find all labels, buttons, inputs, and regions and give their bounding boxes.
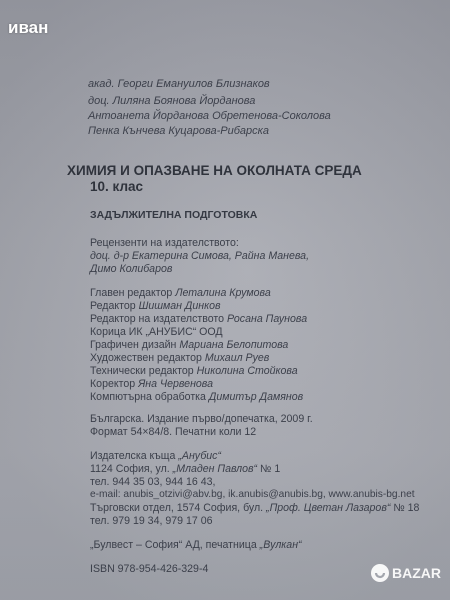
publisher-name-prefix: Издателска къща: [90, 450, 176, 462]
credit-role: Художествен редактор: [90, 352, 202, 364]
credit-row: [90, 391, 303, 403]
address-street: „Младен Павлов“: [172, 463, 258, 475]
credit-name: Росана Паунова: [226, 313, 308, 325]
author-1: акад. Георги Емануилов Близнаков: [88, 78, 270, 90]
bazar-logo: [370, 556, 446, 590]
credit-role: Редактор: [90, 300, 136, 312]
credit-name: Яна Червенова: [138, 378, 213, 390]
credit-name: Шишман Динков: [138, 300, 221, 312]
printer-name: „Вулкан“: [259, 539, 302, 551]
address-suffix: № 1: [260, 463, 281, 475]
isbn: ISBN 978-954-426-329-4: [90, 563, 209, 575]
credit-name: Михаил Руев: [204, 352, 270, 364]
author-4: Пенка Кънчева Куцарова-Рибарска: [88, 125, 269, 137]
publisher-name-value: „Анубис“: [178, 450, 221, 462]
printer-info: [90, 539, 302, 551]
credit-row: [90, 378, 213, 390]
credit-name: ИК „АНУБИС“ ООД: [128, 326, 223, 338]
credit-name: Николина Стойкова: [196, 365, 298, 377]
svg-text:BAZAR: BAZAR: [392, 565, 441, 581]
credit-row: [90, 287, 271, 299]
reviewers-label: Рецензенти на издателството:: [90, 237, 239, 249]
credit-name: Леталина Крумова: [175, 287, 271, 299]
credit-role: Технически редактор: [90, 365, 194, 377]
publisher-name: [90, 450, 221, 462]
author-2: доц. Лиляна Боянова Йорданова: [88, 95, 256, 107]
credit-role: Графичен дизайн: [90, 339, 177, 351]
grade-label: 10. клас: [90, 179, 144, 194]
author-3: Антоанета Йорданова Обретенова-Соколова: [88, 110, 331, 122]
credit-row: [90, 365, 298, 377]
publisher-email: e-mail: anubis_otzivi@abv.bg, ik.anubis@anubis.bg, www.anubis-bg.net: [90, 489, 415, 500]
sales-prefix: Търговски отдел, 1574 София, бул.: [90, 502, 264, 514]
edition-line-1: Българска. Издание първо/допечатка, 2009 г.: [90, 413, 313, 425]
credit-row: [90, 326, 223, 338]
edition-line-2: Формат 54×84/8. Печатни коли 12: [90, 426, 257, 438]
credit-role: Корица: [90, 326, 126, 338]
credit-name: Димитър Дамянов: [208, 391, 304, 403]
credit-name: Мариана Белопитова: [179, 339, 289, 351]
reviewers-line-2: Димо Колибаров: [90, 263, 173, 275]
book-title: ХИМИЯ И ОПАЗВАНЕ НА ОКОЛНАТА СРЕДА: [67, 163, 362, 178]
sales-street: „Проф. Цветан Лазаров“: [266, 502, 391, 514]
credit-row: [90, 339, 288, 351]
credit-row: [90, 313, 307, 325]
seller-watermark: иван: [8, 18, 49, 37]
printer-prefix: „Булвест – София“ АД, печатница: [90, 539, 257, 551]
reviewers-line-1: доц. д-р Екатерина Симова, Райна Манева,: [90, 250, 310, 262]
credit-row: [90, 352, 269, 364]
publisher-phone: тел. 944 35 03, 944 16 43,: [90, 476, 216, 488]
credit-row: [90, 300, 221, 312]
credit-role: Редактор на издателството: [90, 313, 225, 325]
credit-role: Главен редактор: [90, 287, 173, 299]
sales-suffix: № 18: [393, 502, 420, 514]
publisher-address: [90, 463, 280, 475]
address-prefix: 1124 София, ул.: [90, 463, 170, 475]
sales-phone: тел. 979 19 34, 979 17 06: [90, 515, 213, 527]
sales-address: [90, 502, 419, 514]
credit-role: Коректор: [90, 378, 136, 390]
credit-role: Компютърна обработка: [90, 391, 206, 403]
section-label: ЗАДЪЛЖИТЕЛНА ПОДГОТОВКА: [90, 209, 258, 221]
